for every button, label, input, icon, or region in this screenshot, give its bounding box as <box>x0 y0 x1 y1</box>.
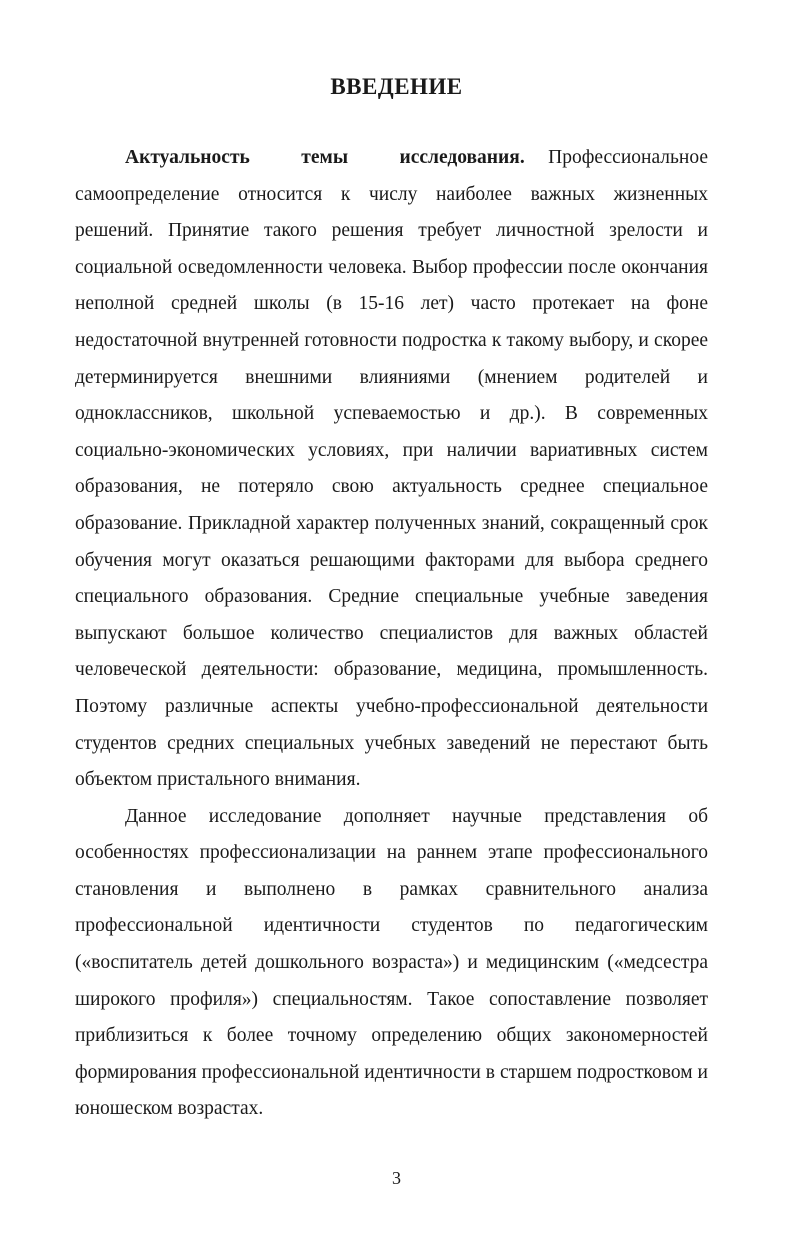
paragraph-text-relevance: Профессиональное самоопределение относится к числу наиболее важных жизненных решений. Принятие такого решения требует личностной зрелости и социальной осведомленности человека. Выбор профессии после окончания неполной средней школы (в 15-16 лет) часто протекает на фоне недостаточной внутренней готовности подростка к такому выбору, и скорее детерминируется внешними влияниями (мнением родителей и одноклассников, школьной успеваемостью и др.). В современных социально-экономических условиях, при наличии вариативных систем образования, не потеряло свою актуальность среднее специальное образование. Прикладной характер полученных знаний, сокращенный срок обучения могут оказаться решающими факторами для выбора среднего специального образования. Средние специальные учебные заведения выпускают большое количество специалистов для важных областей человеческой деятельности: образование, медицина, промышленность. Поэтому различные аспекты учебно-профессиональной деятельности студентов средних специальных учебных заведений не перестают быть объектом пристального внимания. <box>75 147 708 791</box>
paragraph-text-study-contribution: Данное исследование дополняет научные представления об особенностях профессионализации на раннем этапе профессионального становления и выполнено в рамках сравнительного анализа профессиональной идентичности студентов по педагогическим («воспитатель детей дошкольного возраста») и медицинским («медсестра широкого профиля») специальностям. Такое сопоставление позволяет приблизиться к более точному определению общих закономерностей формирования профессиональной идентичности в старшем подростковом и юношеском возрастах. <box>75 805 708 1120</box>
page-title: ВВЕДЕНИЕ <box>330 74 463 99</box>
paragraph-relevance <box>75 140 708 799</box>
page-number: 3 <box>392 1168 401 1188</box>
paragraph-heading-relevance: Актуальность темы исследования. <box>125 147 525 168</box>
document-body <box>75 140 708 1128</box>
paragraph-study-contribution <box>75 799 708 1128</box>
